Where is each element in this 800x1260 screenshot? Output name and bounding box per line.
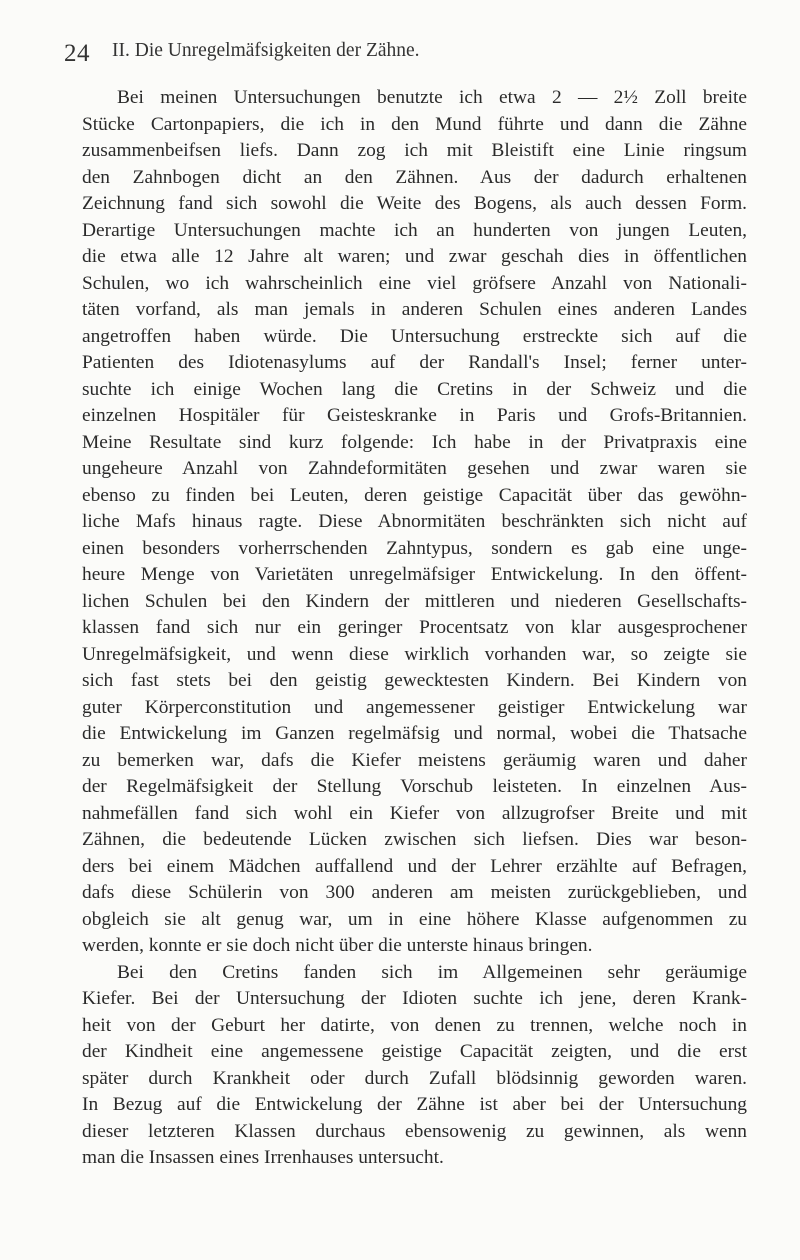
text-line: der Kindheit eine angemessene geistige Capacität zeigten, und die erst (82, 1041, 747, 1062)
text-line: einen besonders vorherrschenden Zahntypus, sondern es gab eine unge- (82, 537, 747, 559)
text-line: später durch Krankheit oder durch Zufall blödsinnig geworden waren. (82, 1067, 747, 1089)
text-line: werden, konnte er sie doch nicht über die unterste hinaus bringen. (82, 935, 593, 956)
text-line: dieser letzteren Klassen durchaus ebensowenig zu gewinnen, als wenn (82, 1120, 747, 1142)
text-line: Zeichnung fand sich sowohl die Weite des Bogens, als auch dessen Form. (82, 193, 747, 214)
text-line: der Regelmäfsigkeit der Stellung Vorschub leisteten. In einzelnen Aus- (82, 776, 747, 797)
chapter-title: II. Die Unregelmäfsigkeiten der Zähne. (112, 40, 420, 61)
text-line: guter Körperconstitution und angemessener geistiger Entwickelung war (82, 696, 747, 718)
text-line: liche Mafs hinaus ragte. Diese Abnormitäten beschränkten sich nicht auf (82, 511, 747, 532)
text-line: täten vorfand, als man jemals in anderen Schulen eines anderen Landes (82, 299, 747, 320)
running-header (64, 38, 754, 68)
text-line: Unregelmäfsigkeit, und wenn diese wirklich vorhanden war, so zeigte sie (82, 643, 747, 665)
text-line: heure Menge von Varietäten unregelmäfsiger Entwickelung. In den öffent- (82, 564, 747, 585)
text-line: Kiefer. Bei der Untersuchung der Idioten suchte ich jene, deren Krank- (82, 988, 747, 1009)
page-number: 24 (64, 40, 90, 67)
text-line: Schulen, wo ich wahrscheinlich eine viel gröfsere Anzahl von Nationali- (82, 272, 747, 294)
text-line: angetroffen haben würde. Die Untersuchung erstreckte sich auf die (82, 325, 747, 347)
text-line: dafs diese Schülerin von 300 anderen am meisten zurückgeblieben, und (82, 882, 747, 903)
text-line: Derartige Untersuchungen machte ich an hunderten von jungen Leuten, (82, 219, 747, 241)
text-line: klassen fand sich nur ein geringer Procentsatz von klar ausgesprochener (82, 617, 747, 638)
text-line: Patienten des Idiotenasylums auf der Randall's Insel; ferner unter- (82, 352, 747, 373)
text-line: Bei den Cretins fanden sich im Allgemeinen sehr geräumige (117, 961, 747, 983)
text-line: man die Insassen eines Irrenhauses untersucht. (82, 1147, 444, 1168)
text-line: Meine Resultate sind kurz folgende: Ich habe in der Privatpraxis eine (82, 431, 747, 453)
text-line: zusammenbeifsen liefs. Dann zog ich mit Bleistift eine Linie ringsum (82, 140, 747, 161)
text-line: ebenso zu finden bei Leuten, deren geistige Capacität über das gewöhn- (82, 484, 747, 506)
text-line: nahmefällen fand sich wohl ein Kiefer von allzugrofser Breite und mit (82, 802, 747, 824)
paragraph (82, 960, 747, 1172)
text-line: einzelnen Hospitäler für Geisteskranke in Paris und Grofs-Britannien. (82, 405, 747, 426)
text-line: Zähnen, die bedeutende Lücken zwischen sich liefsen. Dies war beson- (82, 829, 747, 850)
text-line: zu bemerken war, dafs die Kiefer meistens geräumig waren und daher (82, 749, 747, 771)
text-line: die etwa alle 12 Jahre alt waren; und zwar geschah dies in öffentlichen (82, 246, 747, 267)
paragraph (82, 85, 747, 960)
text-line: heit von der Geburt her datirte, von denen zu trennen, welche noch in (82, 1014, 747, 1036)
text-line: die Entwickelung im Ganzen regelmäfsig und normal, wobei die Thatsache (82, 723, 747, 744)
text-line: In Bezug auf die Entwickelung der Zähne ist aber bei der Untersuchung (82, 1094, 747, 1115)
text-line: sich fast stets bei den geistig gewecktesten Kindern. Bei Kindern von (82, 670, 747, 691)
paragraphs (82, 85, 747, 1172)
text-line: den Zahnbogen dicht an den Zähnen. Aus der dadurch erhaltenen (82, 166, 747, 188)
text-line: suchte ich einige Wochen lang die Cretins in der Schweiz und die (82, 378, 747, 400)
text-line: Stücke Cartonpapiers, die ich in den Mund führte und dann die Zähne (82, 113, 747, 135)
text-line: obgleich sie alt genug war, um in eine höhere Klasse aufgenommen zu (82, 908, 747, 930)
text-line: ungeheure Anzahl von Zahndeformitäten gesehen und zwar waren sie (82, 458, 747, 479)
text-line: ders bei einem Mädchen auffallend und der Lehrer erzählte auf Befragen, (82, 855, 747, 877)
text-line: Bei meinen Untersuchungen benutzte ich etwa 2 — 2½ Zoll breite (117, 87, 747, 108)
body-text (82, 85, 747, 1172)
text-line: lichen Schulen bei den Kindern der mittleren und niederen Gesellschafts- (82, 590, 747, 612)
